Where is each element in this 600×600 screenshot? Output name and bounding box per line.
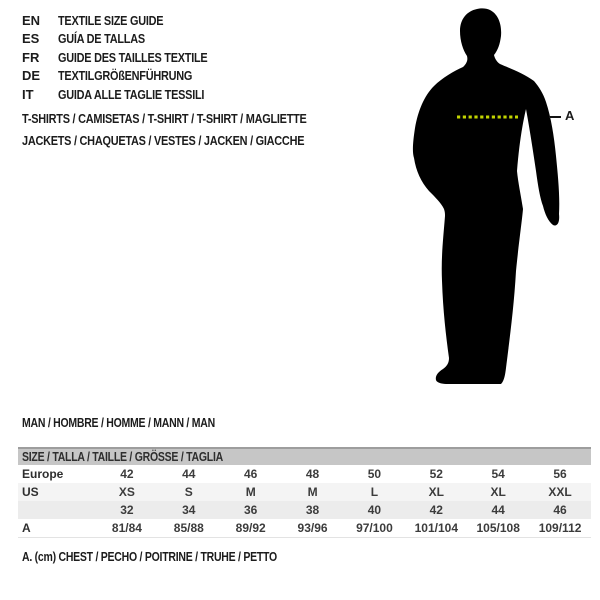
measure-label-a: A <box>565 108 575 123</box>
table-cell: S <box>184 485 193 499</box>
table-cell: 97/100 <box>344 519 406 538</box>
row-label: US <box>22 485 39 499</box>
language-label: GUÍA DE TALLAS <box>58 31 145 47</box>
table-cell: XS <box>118 485 135 499</box>
section-title-man: MAN / HOMBRE / HOMME / MANN / MAN <box>22 416 215 430</box>
table-cell: 81/84 <box>96 519 158 538</box>
garment-categories <box>22 108 361 152</box>
row-label: A <box>18 519 96 538</box>
size-table <box>18 447 591 538</box>
table-row-alt-size <box>18 501 591 519</box>
table-cell: 89/92 <box>220 519 282 538</box>
table-cell: M <box>307 485 318 499</box>
table-cell: 38 <box>305 503 320 517</box>
measure-callout-dash <box>549 116 561 118</box>
table-cell: 40 <box>367 503 382 517</box>
language-label: GUIDE DES TAILLES TEXTILE <box>58 49 208 65</box>
table-cell: 46 <box>553 503 567 517</box>
language-row <box>22 48 236 67</box>
table-cell: 105/108 <box>467 519 529 538</box>
table-cell: XL <box>490 485 506 499</box>
table-row-chest-cm <box>18 519 591 538</box>
row-label <box>18 501 96 519</box>
size-table-header-row <box>18 448 591 465</box>
language-label: TEXTILGRÖßENFÜHRUNG <box>58 68 193 84</box>
table-cell: 42 <box>429 503 443 517</box>
language-row <box>22 67 236 86</box>
language-row <box>22 30 236 49</box>
category-line-tshirts: T-SHIRTS / CAMISETAS / T-SHIRT / T-SHIRT / MAGLIETTE <box>22 111 307 126</box>
language-code: EN <box>22 12 41 28</box>
size-table-header: SIZE / TALLA / TAILLE / GRÖSSE / TAGLIA <box>18 448 591 465</box>
table-cell: 46 <box>244 467 258 481</box>
table-cell: 42 <box>120 467 134 481</box>
table-cell: 44 <box>491 503 505 517</box>
table-cell: 101/104 <box>405 519 467 538</box>
table-cell: XL <box>428 485 444 499</box>
table-cell: 36 <box>244 503 258 517</box>
category-line-jackets: JACKETS / CHAQUETAS / VESTES / JACKEN / GIACCHE <box>22 133 305 148</box>
language-row <box>22 11 236 30</box>
language-label: TEXTILE SIZE GUIDE <box>58 12 164 28</box>
measurement-footnote: A. (cm) CHEST / PECHO / POITRINE / TRUHE / PETTO <box>22 550 277 564</box>
language-list <box>22 11 236 104</box>
table-row-us <box>18 483 591 501</box>
table-cell: 32 <box>120 503 134 517</box>
table-cell: 85/88 <box>158 519 220 538</box>
table-cell: 34 <box>182 503 196 517</box>
table-cell: 54 <box>491 467 505 481</box>
language-code: DE <box>22 68 41 84</box>
language-code: FR <box>22 49 40 65</box>
table-cell: 50 <box>367 467 382 481</box>
table-cell: 48 <box>305 467 320 481</box>
man-silhouette <box>405 5 565 385</box>
language-code: IT <box>22 86 34 102</box>
table-cell: L <box>370 485 379 499</box>
table-cell: M <box>245 485 256 499</box>
table-cell: 93/96 <box>282 519 344 538</box>
table-row-europe <box>18 465 591 483</box>
row-label: Europe <box>22 467 64 481</box>
man-silhouette-body <box>413 8 559 384</box>
table-cell: 56 <box>553 467 567 481</box>
language-code: ES <box>22 31 40 47</box>
table-cell: 52 <box>429 467 443 481</box>
language-label: GUIDA ALLE TAGLIE TESSILI <box>58 86 205 102</box>
table-cell: XXL <box>548 485 572 499</box>
table-cell: 109/112 <box>529 519 591 538</box>
language-row <box>22 85 236 104</box>
table-cell: 44 <box>182 467 196 481</box>
